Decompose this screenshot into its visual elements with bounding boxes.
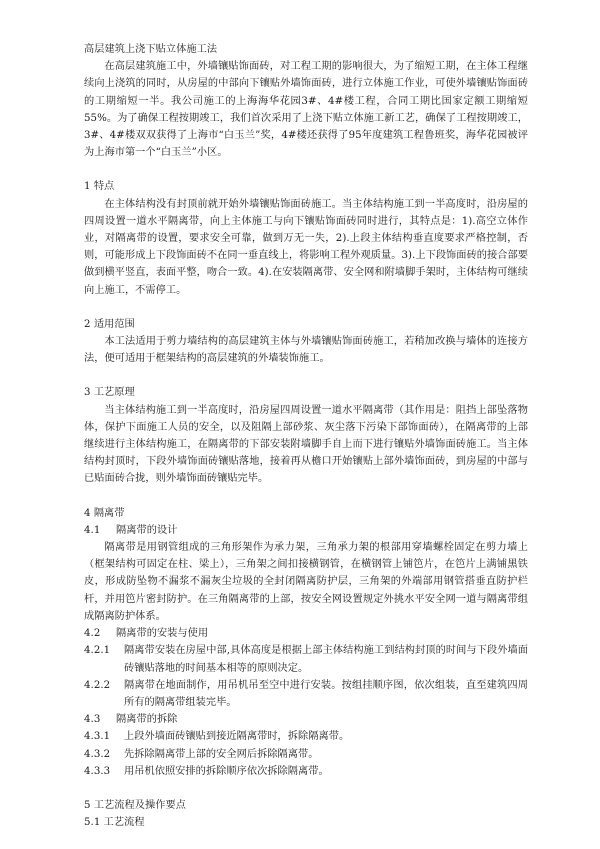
item-number: 4.3.1 bbox=[84, 731, 111, 743]
section-1-heading: 1 特点 bbox=[84, 181, 115, 193]
section-3-heading: 3 工艺原理 bbox=[84, 387, 135, 399]
item-text: 隔离带在地面制作，用吊机吊至空中进行安装。按组挂顺序图，依次组装，直至建筑四周所有的隔离带组装完毕。 bbox=[124, 679, 528, 708]
subsection-number: 4.1 bbox=[84, 524, 101, 536]
item-text: 隔离带安装在房屋中部,具体高度是根据上部主体结构施工到结构封顶的时间与下段外墙面砖镶贴落地的时间基本相等的原则决定。 bbox=[124, 645, 528, 674]
spacer bbox=[84, 780, 528, 797]
section-2-heading: 2 适用范围 bbox=[84, 318, 135, 330]
subsection-title: 隔离带的安装与使用 bbox=[116, 628, 209, 640]
subsection-number: 4.3 bbox=[84, 714, 101, 726]
intro-paragraph: 在高层建筑施工中，外墙镶贴饰面砖，对工程工期的影响很大，为了缩短工期，在主体工程继续向上浇筑的同时，从房屋的中部向下镶贴外墙饰面砖，进行立体施工作业，可使外墙镶贴饰面砖的工期缩短一半。我公司施工的上海海华花园3#、4#楼工程，合同工期比国家定额工期缩短55%。为了确保工程按期竣工，我们首次采用了上浇下贴立体施工新工艺，确保了工程按期竣工，3#、4#楼双双获得了上海市“白玉兰”奖，4#楼还获得了95年度建筑工程鲁班奖，海华花园被评为上海市第一个“白玉兰”小区。 bbox=[84, 61, 528, 159]
list-item bbox=[84, 746, 528, 763]
subsection-number: 4.2 bbox=[84, 628, 101, 640]
item-text: 用吊机依照安排的拆除顺序依次拆除隔离带。 bbox=[124, 765, 329, 777]
spacer bbox=[84, 488, 528, 505]
subsection-5-1-heading: 5.1 工艺流程 bbox=[84, 817, 145, 829]
item-number: 4.3.2 bbox=[84, 748, 111, 760]
section-3-body: 当主体结构施工到一半高度时，沿房屋四周设置一道水平隔离带（其作用是：阻挡上部坠落物体，保护下面施工人员的安全，以及阻隔上部砂浆、灰尘落下污染下部饰面砖），在隔离带的上部继续进行主体结构施工，在隔离带的下部安装附墙脚手自上而下进行镶贴外墙饰面砖施工。当主体结构封顶时，下段外墙饰面砖镶贴落地，接着再从檐口开始镶贴上部外墙饰面砖，到房屋的中部与已贴面砖合拢，则外墙饰面砖镶贴完毕。 bbox=[84, 404, 528, 485]
subsection-title: 隔离带的设计 bbox=[116, 524, 178, 536]
document-title: 高层建筑上浇下贴立体施工法 bbox=[84, 44, 218, 55]
section-5-heading: 5 工艺流程及操作要点 bbox=[84, 799, 186, 811]
list-item bbox=[84, 728, 528, 745]
item-text: 先拆除隔离带上部的安全网后拆除隔离带。 bbox=[124, 748, 319, 760]
spacer bbox=[84, 299, 528, 316]
item-number: 4.2.2 bbox=[84, 679, 111, 691]
subsection-4-2-heading bbox=[84, 625, 528, 642]
document-page bbox=[84, 41, 528, 831]
subsection-4-1-heading bbox=[84, 522, 528, 539]
list-item bbox=[84, 677, 528, 711]
spacer bbox=[84, 367, 528, 384]
section-2-body: 本工法适用于剪力墙结构的高层建筑主体与外墙镶贴饰面砖施工，若稍加改换与墙体的连接方法，便可适用于框架结构的高层建筑的外墙装饰施工。 bbox=[84, 336, 528, 365]
section-1-body: 在主体结构没有封顶前就开始外墙镶贴饰面砖施工。当主体结构施工到一半高度时，沿房屋的四周设置一道水平隔离带，向上主体施工与向下镶贴饰面砖同时进行，其特点是：1).高空立体作业，对隔离带的设置，要求安全可靠，做到万无一失，2).上段主体结构垂直度要求严格控制，否则，可能形成上下段饰面砖不在同一垂直线上，将影响工程外观质量。3).上下段饰面砖的接合部要做到横平竖直，表面平整，吻合一致。4).在安装隔离带、安全网和附墙脚手架时，主体结构可继续向上施工，不需停工。 bbox=[84, 198, 528, 296]
list-item bbox=[84, 642, 528, 676]
list-item bbox=[84, 763, 528, 780]
item-number: 4.2.1 bbox=[84, 645, 111, 657]
subsection-title: 隔离带的拆除 bbox=[116, 714, 178, 726]
subsection-4-1-body: 隔离带是用钢管组成的三角形架作为承力架，三角承力架的根部用穿墙螺栓固定在剪力墙上（框架结构可固定在柱、梁上），三角架之间扣接横钢管，在横钢管上铺笆片，在笆片上满铺黑铁皮，形成防坠物不漏浆不漏灰尘垃圾的全封闭隔离防护层，三角架的外端部用钢管搭垂直防护栏杆，并用笆片密封防护。在三角隔离带的上部，按安全网设置规定外挑水平安全网一道与隔离带组成隔离防护体系。 bbox=[84, 542, 528, 622]
item-text: 上段外墙面砖镶贴到接近隔离带时，拆除隔离带。 bbox=[124, 731, 350, 743]
spacer bbox=[84, 161, 528, 178]
item-number: 4.3.3 bbox=[84, 765, 111, 777]
subsection-4-3-heading bbox=[84, 711, 528, 728]
section-4-heading: 4 隔离带 bbox=[84, 507, 125, 519]
